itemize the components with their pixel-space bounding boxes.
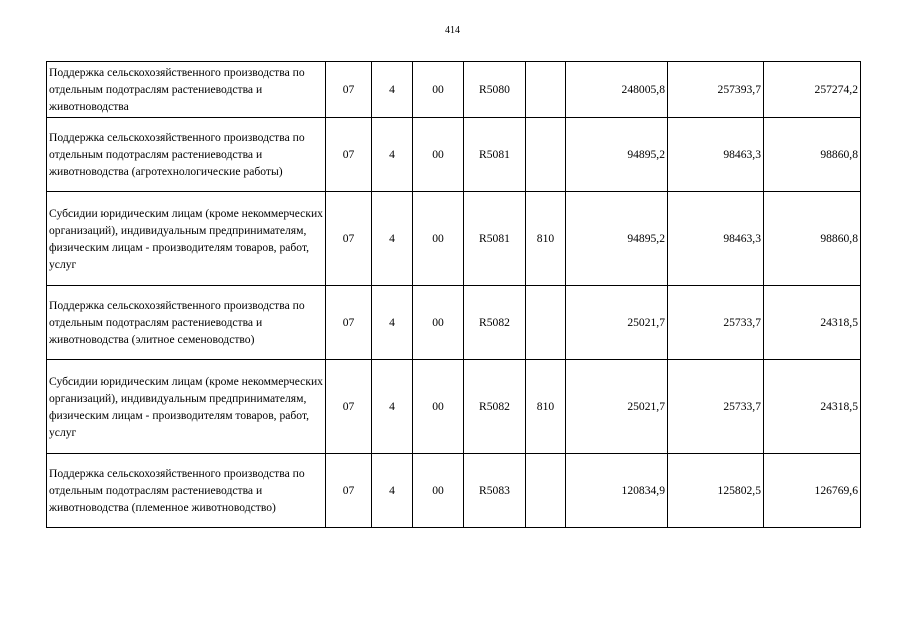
target-article-code: R5080	[464, 62, 526, 118]
amount-year-1: 120834,9	[566, 454, 668, 528]
section-code: 07	[326, 62, 372, 118]
table-row	[47, 118, 861, 192]
amount-year-1: 248005,8	[566, 62, 668, 118]
subsection-code: 4	[372, 286, 413, 360]
target-article-prefix: 00	[413, 454, 464, 528]
subsection-code: 4	[372, 360, 413, 454]
expense-type-code: 810	[526, 192, 566, 286]
expense-type-code	[526, 118, 566, 192]
section-code: 07	[326, 360, 372, 454]
target-article-code: R5082	[464, 286, 526, 360]
table-row	[47, 286, 861, 360]
amount-year-1: 94895,2	[566, 118, 668, 192]
amount-year-1: 25021,7	[566, 286, 668, 360]
expense-type-code	[526, 454, 566, 528]
target-article-code: R5081	[464, 192, 526, 286]
subsection-code: 4	[372, 62, 413, 118]
expense-type-code	[526, 286, 566, 360]
target-article-code: R5081	[464, 118, 526, 192]
row-description: Субсидии юридическим лицам (кроме некоммерческих организаций), индивидуальным предпринимателям, физическим лицам - производителям товаров, работ, услуг	[47, 192, 326, 286]
amount-year-3: 126769,6	[764, 454, 861, 528]
amount-year-3: 24318,5	[764, 360, 861, 454]
target-article-prefix: 00	[413, 62, 464, 118]
amount-year-2: 98463,3	[668, 192, 764, 286]
amount-year-2: 125802,5	[668, 454, 764, 528]
expense-type-code: 810	[526, 360, 566, 454]
amount-year-3: 98860,8	[764, 118, 861, 192]
row-description: Поддержка сельскохозяйственного производства по отдельным подотраслям растениеводства и животноводства	[47, 62, 326, 118]
amount-year-1: 25021,7	[566, 360, 668, 454]
subsection-code: 4	[372, 118, 413, 192]
row-description: Поддержка сельскохозяйственного производства по отдельным подотраслям растениеводства и животноводства (агротехнологические работы)	[47, 118, 326, 192]
subsection-code: 4	[372, 454, 413, 528]
target-article-code: R5083	[464, 454, 526, 528]
amount-year-3: 257274,2	[764, 62, 861, 118]
amount-year-2: 98463,3	[668, 118, 764, 192]
row-description: Поддержка сельскохозяйственного производства по отдельным подотраслям растениеводства и животноводства (элитное семеноводство)	[47, 286, 326, 360]
amount-year-3: 98860,8	[764, 192, 861, 286]
expense-type-code	[526, 62, 566, 118]
amount-year-2: 25733,7	[668, 286, 764, 360]
section-code: 07	[326, 192, 372, 286]
table-row	[47, 360, 861, 454]
budget-table	[46, 61, 861, 528]
subsection-code: 4	[372, 192, 413, 286]
target-article-prefix: 00	[413, 286, 464, 360]
amount-year-2: 25733,7	[668, 360, 764, 454]
amount-year-1: 94895,2	[566, 192, 668, 286]
row-description: Субсидии юридическим лицам (кроме некоммерческих организаций), индивидуальным предпринимателям, физическим лицам - производителям товаров, работ, услуг	[47, 360, 326, 454]
table-row	[47, 62, 861, 118]
target-article-prefix: 00	[413, 360, 464, 454]
target-article-code: R5082	[464, 360, 526, 454]
section-code: 07	[326, 118, 372, 192]
section-code: 07	[326, 454, 372, 528]
target-article-prefix: 00	[413, 192, 464, 286]
amount-year-3: 24318,5	[764, 286, 861, 360]
page-number: 414	[445, 25, 460, 36]
amount-year-2: 257393,7	[668, 62, 764, 118]
target-article-prefix: 00	[413, 118, 464, 192]
table-row	[47, 454, 861, 528]
row-description: Поддержка сельскохозяйственного производства по отдельным подотраслям растениеводства и животноводства (племенное животноводство)	[47, 454, 326, 528]
section-code: 07	[326, 286, 372, 360]
table-row	[47, 192, 861, 286]
